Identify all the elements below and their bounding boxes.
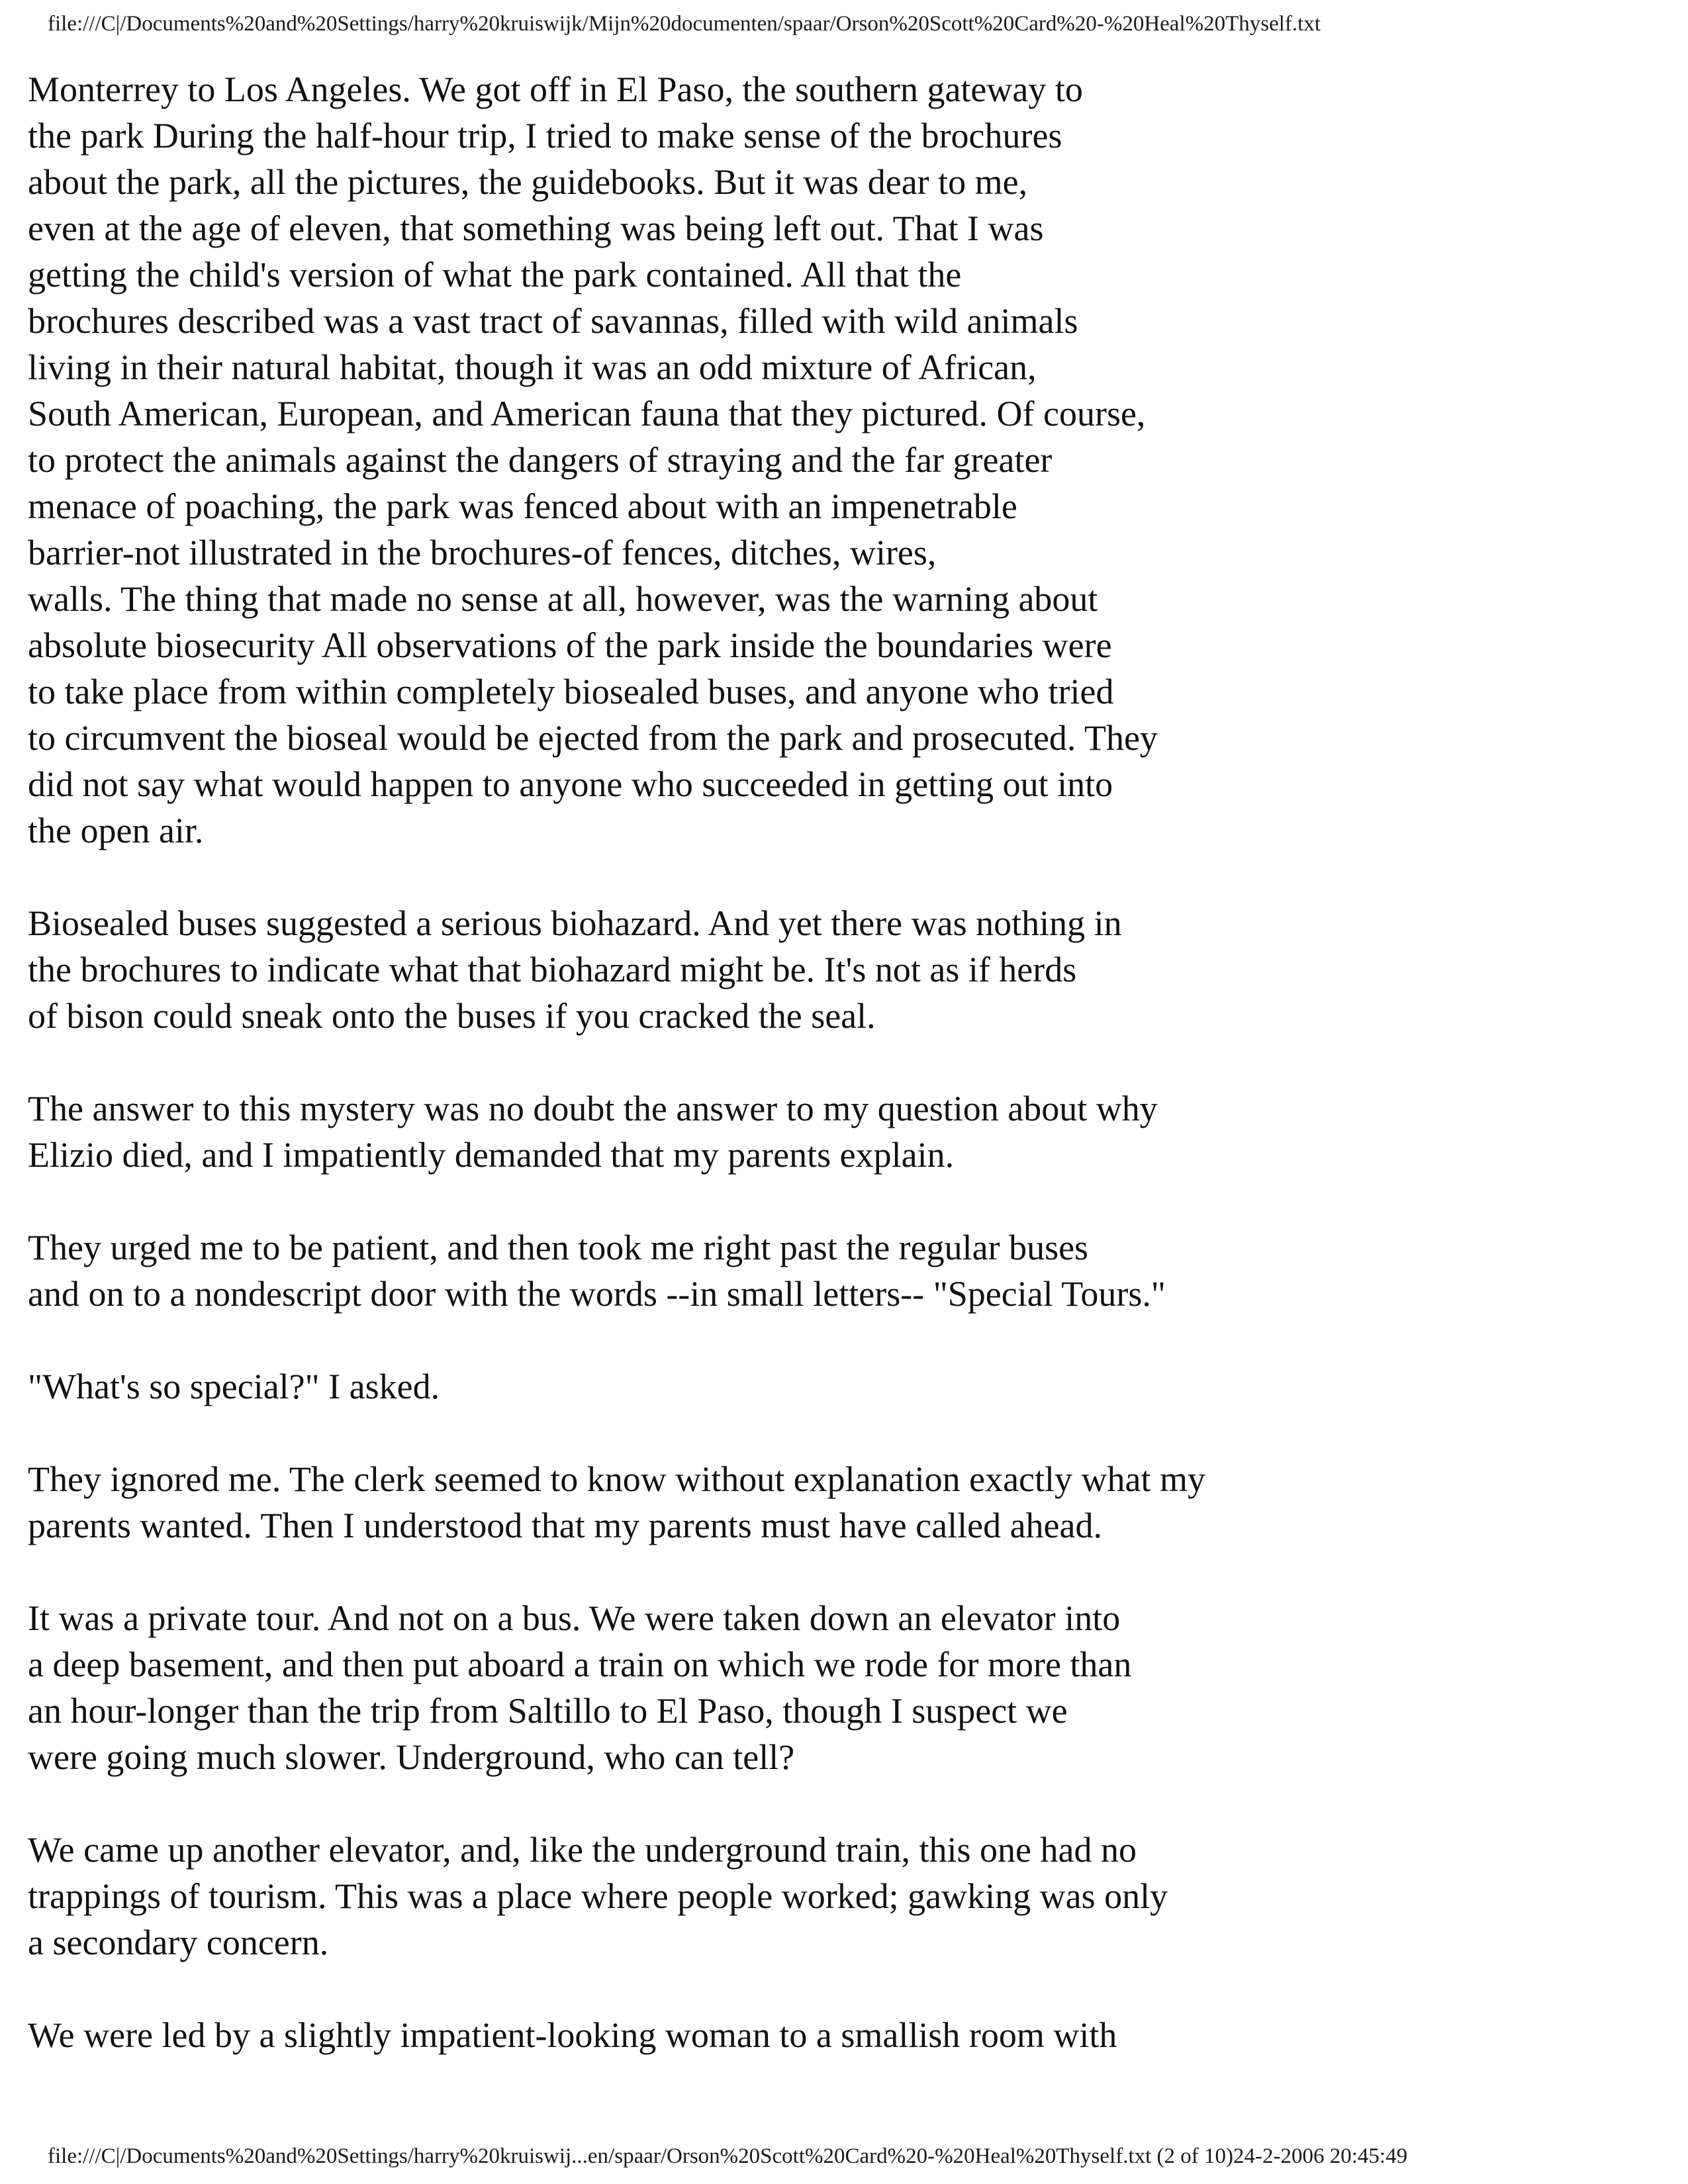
text-line: to protect the animals against the dangers of straying and the far greater [28, 440, 1053, 480]
document-body [28, 66, 1617, 2058]
text-line: parents wanted. Then I understood that my parents must have called ahead. [28, 1506, 1102, 1545]
text-line: Elizio died, and I impatiently demanded that my parents explain. [28, 1135, 955, 1175]
text-line: to circumvent the bioseal would be ejected from the park and prosecuted. They [28, 718, 1158, 758]
text-line: were going much slower. Underground, who can tell? [28, 1737, 795, 1777]
text-line: barrier-not illustrated in the brochures-of fences, ditches, wires, [28, 533, 937, 572]
text-line: It was a private tour. And not on a bus. We were taken down an elevator into [28, 1598, 1121, 1638]
text-line: walls. The thing that made no sense at all, however, was the warning about [28, 579, 1098, 619]
paragraph-break [28, 1410, 1617, 1456]
paragraph-break [28, 1549, 1617, 1595]
text-line: They ignored me. The clerk seemed to know without explanation exactly what my [28, 1459, 1205, 1499]
text-line: living in their natural habitat, though it was an odd mixture of African, [28, 347, 1037, 387]
text-line: "What's so special?" I asked. [28, 1367, 440, 1406]
text-line: an hour-longer than the trip from Saltillo to El Paso, though I suspect we [28, 1691, 1068, 1731]
text-line: getting the child's version of what the park contained. All that the [28, 255, 962, 295]
paragraph-break [28, 1178, 1617, 1224]
text-line: the brochures to indicate what that biohazard might be. It's not as if herds [28, 950, 1077, 989]
text-line: of bison could sneak onto the buses if you cracked the seal. [28, 996, 876, 1036]
print-header-url: file:///C|/Documents%20and%20Settings/harry%20kruiswijk/Mijn%20documenten/spaar/Orson%20Scott%20Card%20-%20Heal%20Thyself.txt [48, 12, 1321, 36]
paragraph-break [28, 1780, 1617, 1827]
text-line: menace of poaching, the park was fenced about with an impenetrable [28, 486, 1017, 526]
text-line: South American, European, and American fauna that they pictured. Of course, [28, 394, 1146, 433]
text-line: The answer to this mystery was no doubt the answer to my question about why [28, 1089, 1158, 1128]
text-line: did not say what would happen to anyone who succeeded in getting out into [28, 764, 1113, 804]
text-line: brochures described was a vast tract of savannas, filled with wild animals [28, 301, 1078, 341]
text-line: trappings of tourism. This was a place where people worked; gawking was only [28, 1876, 1168, 1916]
paragraph-break [28, 1039, 1617, 1085]
text-line: the park During the half-hour trip, I tried to make sense of the brochures [28, 116, 1062, 156]
text-line: We were led by a slightly impatient-looking woman to a smallish room with [28, 2015, 1117, 2055]
text-line: to take place from within completely biosealed buses, and anyone who tried [28, 672, 1114, 711]
text-line: the open air. [28, 811, 204, 850]
text-line: They urged me to be patient, and then took me right past the regular buses [28, 1228, 1089, 1267]
text-line: a deep basement, and then put aboard a train on which we rode for more than [28, 1645, 1132, 1684]
text-line: absolute biosecurity All observations of the park inside the boundaries were [28, 625, 1112, 665]
paragraph-break [28, 1317, 1617, 1363]
paragraph-break [28, 1966, 1617, 2012]
print-footer-url: file:///C|/Documents%20and%20Settings/harry%20kruiswij...en/spaar/Orson%20Scott%20Card%20-%20Heal%20Thyself.txt (2 of 10)24-2-2006 20:45:49 [48, 2144, 1408, 2168]
text-line: even at the age of eleven, that something was being left out. That I was [28, 208, 1044, 248]
paragraph-break [28, 854, 1617, 900]
text-line: about the park, all the pictures, the guidebooks. But it was dear to me, [28, 162, 1028, 202]
text-line: Biosealed buses suggested a serious biohazard. And yet there was nothing in [28, 903, 1122, 943]
text-line: We came up another elevator, and, like the underground train, this one had no [28, 1830, 1137, 1870]
text-line: a secondary concern. [28, 1923, 329, 1962]
text-line: Monterrey to Los Angeles. We got off in El Paso, the southern gateway to [28, 69, 1083, 109]
text-line: and on to a nondescript door with the words --in small letters-- "Special Tours." [28, 1274, 1166, 1314]
